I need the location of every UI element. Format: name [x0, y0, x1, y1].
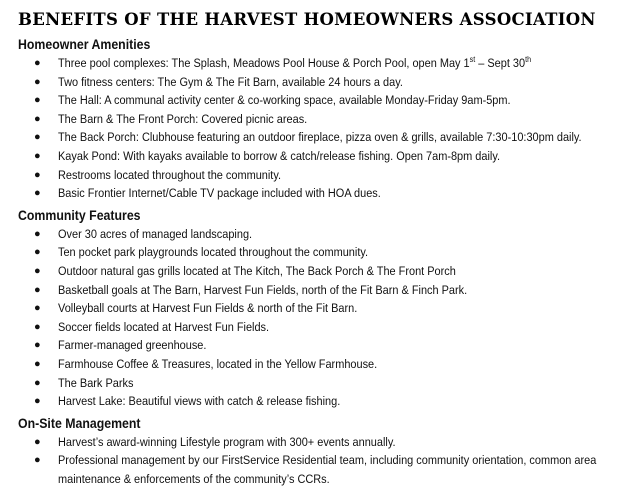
section-heading-homeowner-amenities: Homeowner Amenities	[18, 36, 151, 52]
bullet-icon: ●	[34, 320, 41, 333]
list-item	[20, 355, 625, 374]
list-item-text: The Hall: A communal activity center & co-working space, available Monday-Friday 9am-5pm.	[58, 93, 511, 108]
bullet-icon: ●	[34, 264, 41, 277]
section-heading-on-site-management: On-Site Management	[18, 414, 141, 431]
document-title: BENEFITS OF THE HARVEST HOMEOWNERS ASSOCIATION	[18, 10, 596, 29]
pool-complexes-item: Three pool complexes: The Splash, Meadows Pool House & Porch Pool, open May 1st – Sept 30th	[58, 54, 532, 70]
list-item	[20, 318, 625, 337]
list-item	[20, 392, 625, 411]
bullet-icon: ●	[34, 283, 41, 296]
list-item-text: Outdoor natural gas grills located at The Kitch, The Back Porch & The Front Porch	[58, 263, 456, 278]
bullet-icon: ●	[34, 112, 41, 125]
list-item	[20, 225, 625, 244]
list-item-text: Basic Frontier Internet/Cable TV package included with HOA dues.	[58, 186, 381, 201]
list-item	[20, 374, 625, 393]
list-item	[20, 433, 625, 452]
list-item	[20, 110, 625, 129]
section-heading-community-features: Community Features	[18, 206, 141, 223]
list-item-text: Ten pocket park playgrounds located throughout the community.	[58, 245, 369, 260]
list-item-text: Farmhouse Coffee & Treasures, located in the Yellow Farmhouse.	[58, 356, 378, 371]
community-features-list	[20, 225, 625, 411]
list-item	[20, 73, 625, 92]
list-item	[20, 184, 625, 203]
list-item-text: Soccer fields located at Harvest Fun Fields.	[58, 319, 270, 334]
list-item-text: The Barn & The Front Porch: Covered picnic areas.	[58, 111, 308, 126]
bullet-icon: ●	[34, 454, 41, 467]
list-item	[20, 451, 625, 488]
list-item	[20, 299, 625, 318]
list-item	[20, 336, 625, 355]
bullet-icon: ●	[34, 246, 41, 259]
bullet-icon: ●	[34, 395, 41, 408]
list-item-text: Volleyball courts at Harvest Fun Fields & north of the Fit Barn.	[58, 301, 358, 316]
list-item	[20, 147, 625, 166]
bullet-icon: ●	[34, 187, 41, 200]
list-item-text: The Back Porch: Clubhouse featuring an outdoor fireplace, pizza oven & grills, available 7:30-10:30pm daily.	[58, 130, 582, 145]
bullet-icon: ●	[34, 149, 41, 162]
list-item-text: Farmer-managed greenhouse.	[58, 338, 207, 353]
bullet-icon: ●	[34, 94, 41, 107]
list-item	[20, 54, 625, 73]
bullet-icon: ●	[34, 168, 41, 181]
list-item-text: Harvest Lake: Beautiful views with catch & release fishing.	[58, 394, 341, 409]
list-item	[20, 166, 625, 185]
bullet-icon: ●	[34, 131, 41, 144]
list-item	[20, 128, 625, 147]
list-item-text: Harvest’s award-winning Lifestyle program with 300+ events annually.	[58, 434, 396, 449]
list-item-text: Professional management by our FirstService Residential team, including community orientation, common area maintenance & enforcements of the community’s CCRs.	[58, 453, 597, 486]
list-item-text: Basketball goals at The Barn, Harvest Fun Fields, north of the Fit Barn & Finch Park.	[58, 282, 468, 297]
list-item-text: Kayak Pond: With kayaks available to borrow & catch/release fishing. Open 7am-8pm daily.	[58, 148, 501, 163]
bullet-icon: ●	[34, 357, 41, 370]
list-item-text: Restrooms located throughout the community.	[58, 167, 282, 182]
bullet-icon: ●	[34, 435, 41, 448]
list-item-text: Over 30 acres of managed landscaping.	[58, 226, 253, 241]
list-item	[20, 243, 625, 262]
bullet-icon: ●	[34, 339, 41, 352]
bullet-icon: ●	[34, 57, 41, 69]
bullet-icon: ●	[34, 75, 41, 88]
bullet-icon: ●	[34, 302, 41, 315]
amenities-list	[20, 54, 625, 203]
list-item-text: Two fitness centers: The Gym & The Fit Barn, available 24 hours a day.	[58, 74, 403, 89]
list-item	[20, 281, 625, 300]
bullet-icon: ●	[34, 376, 41, 389]
list-item	[20, 262, 625, 281]
bullet-icon: ●	[34, 227, 41, 240]
list-item-text: The Bark Parks	[58, 375, 134, 390]
list-item	[20, 91, 625, 110]
